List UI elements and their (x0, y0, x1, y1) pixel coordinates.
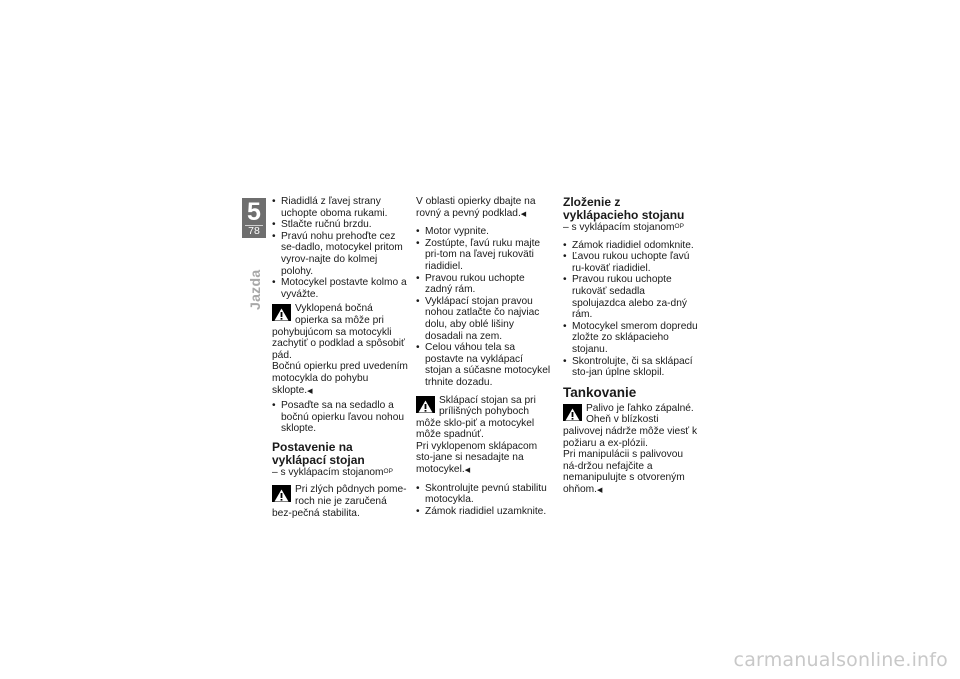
warning-text: Pri zlých pôdnych pome-roch nie je zaručená bez-pečná stabilita. (272, 484, 407, 519)
end-triangle-icon: ◀ (464, 467, 471, 475)
note-text: Bočnú opierku pred uvedením motocykla do pohybu sklopte. (272, 361, 408, 396)
warning-paragraph (272, 484, 408, 519)
list-item: • Zámok riadidiel odomknite. (563, 240, 699, 252)
warning-paragraph (416, 395, 552, 441)
list-item: • Motocykel smerom dopredu zložte zo sklápacieho stojanu. (563, 321, 699, 356)
list-item: • Riadidlá z ľavej strany uchopte oboma rukami. (272, 196, 408, 219)
warning-text: Palivo je ľahko zápalné. Oheň v blízkosti palivovej nádrže môže viesť k požiaru a ex-plózii. (563, 402, 698, 449)
list-item: • Stlačte ručnú brzdu. (272, 219, 408, 231)
option-line: – s vyklápacím stojanom$^{OP}$ (272, 466, 393, 478)
warning-paragraph (272, 303, 408, 361)
note-paragraph: Pri manipulácii s palivovou ná-držou nefajčite a nemanipulujte s otvoreným ohňom.◀ (563, 449, 685, 495)
column-1 (272, 196, 408, 519)
section-heading: Tankovanie (563, 384, 637, 400)
warning-text: Sklápací stojan sa pri prílišných pohyboch môže sklo-piť a motocykel môže spadnúť. (416, 394, 536, 441)
warning-paragraph (563, 403, 699, 449)
end-triangle-icon: ◀ (596, 486, 603, 494)
list-item: • Zostúpte, ľavú ruku majte pri-tom na ľavej rukoväti riadidiel. (416, 238, 552, 273)
end-triangle-icon: ◀ (307, 387, 313, 395)
option-superscript: OP (674, 223, 684, 230)
warning-text: Vyklopená bočná opierka sa môže pri pohybujúcom sa motocykli zachytiť o podklad a spôsobiť pád. (272, 303, 405, 361)
list-item: • Zámok riadidiel uzamknite. (416, 506, 552, 518)
bullet-list (563, 240, 699, 379)
warning-triangle-icon (272, 485, 291, 502)
page-number: 78 (248, 225, 260, 237)
list-item: • Motocykel postavte kolmo a vyvážte. (272, 277, 408, 300)
list-item: • Pravou rukou uchopte rukoväť sedadla spolujazdca alebo za-dný rám. (563, 274, 699, 320)
bullet-list (416, 226, 552, 388)
section-heading: Postavenie na vyklápací stojan (272, 439, 365, 467)
list-item: • Pravú nohu prehoďte cez se-dadlo, motocykel pritom vyrov-najte do kolmej polohy. (272, 231, 408, 277)
chapter-tab (242, 198, 266, 238)
bullet-list (272, 400, 408, 435)
option-line: – s vyklápacím stojanom$^{OP}$ (563, 222, 684, 233)
section-label: Jazda (247, 269, 263, 310)
bullet-list (416, 483, 552, 518)
warning-triangle-icon (563, 404, 582, 421)
list-item: • Motor vypnite. (416, 226, 552, 238)
intro-paragraph: V oblasti opierky dbajte na rovný a pevný podklad.◀ (416, 196, 536, 219)
list-item: • Vyklápací stojan pravou nohou zatlačte čo najviac dolu, aby oblé lišiny dosadali na zem. (416, 296, 552, 342)
end-triangle-icon: ◀ (520, 210, 527, 218)
option-superscript: OP (383, 467, 393, 475)
bullet-list (272, 196, 408, 300)
column-3 (563, 196, 699, 496)
warning-triangle-icon (416, 396, 435, 413)
list-item: • Ľavou rukou uchopte ľavú ru-koväť riadidiel. (563, 251, 699, 274)
list-item: • Skontrolujte, či sa sklápací sto-jan úplne sklopil. (563, 356, 699, 379)
column-2 (416, 196, 552, 517)
note-paragraph (272, 361, 408, 397)
warning-triangle-icon (272, 304, 291, 321)
note-paragraph: Pri vyklopenom sklápacom sto-jane si nesadajte na motocykel.◀ (416, 440, 538, 476)
section-heading: Zloženie z vyklápacieho stojanu (563, 195, 685, 222)
watermark: carmanualsonline.info (733, 649, 948, 671)
list-item: • Pravou rukou uchopte zadný rám. (416, 273, 552, 296)
list-item: • Posaďte sa na sedadlo a bočnú opierku ľavou nohou sklopte. (272, 400, 408, 435)
list-item: • Celou váhou tela sa postavte na vyklápací stojan a súčasne motocykel trhnite dozadu. (416, 342, 552, 388)
chapter-number: 5 (247, 198, 261, 226)
list-item: • Skontrolujte pevnú stabilitu motocykla. (416, 483, 552, 506)
